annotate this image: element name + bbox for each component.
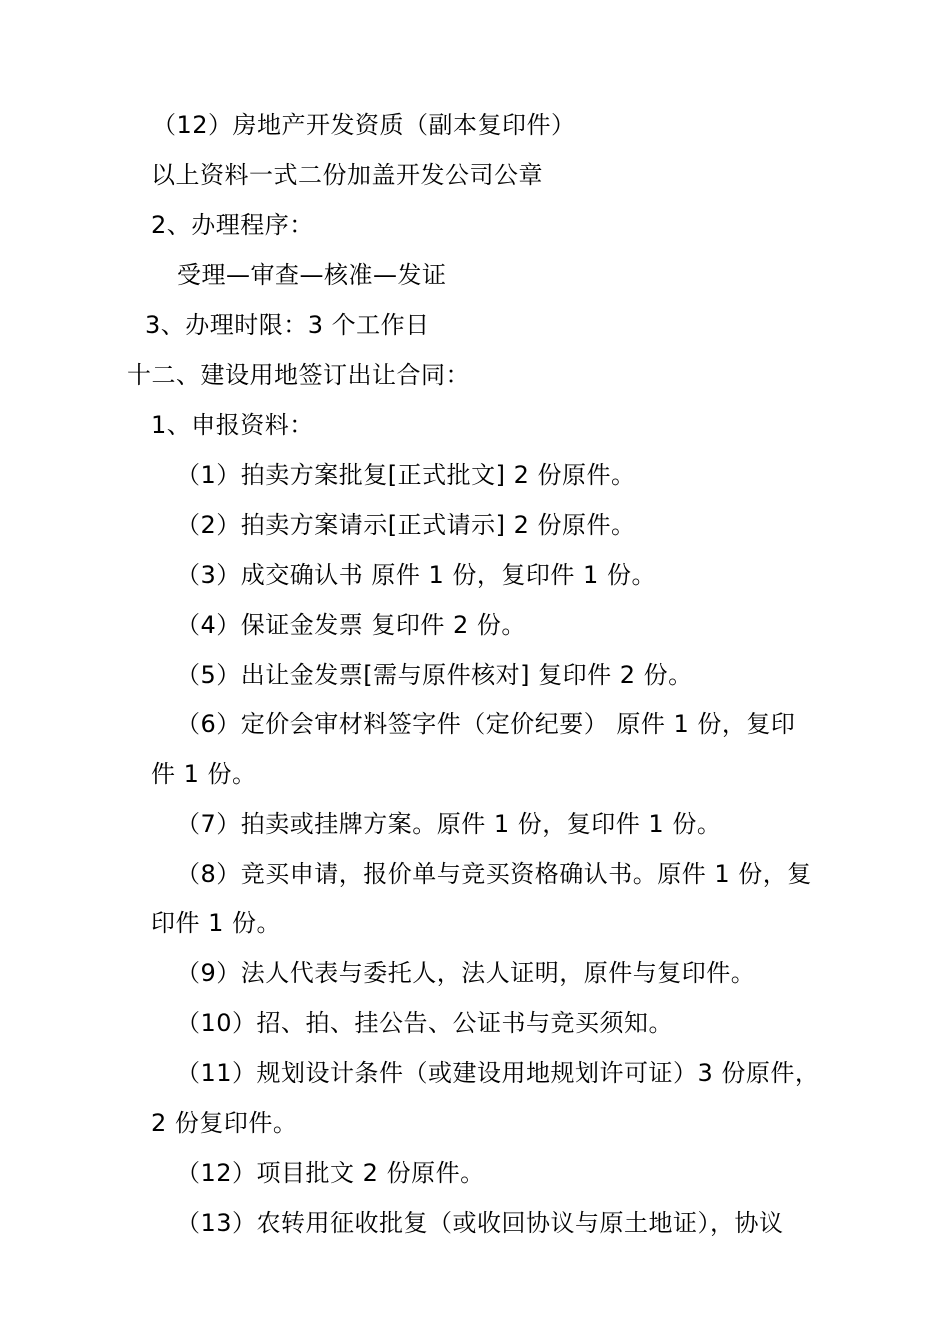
list-item-11-continued: 2 份复印件。: [151, 1109, 298, 1137]
list-item-5: （5）出让金发票[需与原件核对] 复印件 2 份。: [176, 661, 693, 689]
list-item-2: （2）拍卖方案请示[正式请示] 2 份原件。: [176, 511, 636, 539]
list-item-12: （12）项目批文 2 份原件。: [176, 1159, 485, 1187]
time-limit: 3、办理时限：3 个工作日: [145, 311, 430, 339]
procedure-heading: 2、办理程序：: [151, 211, 314, 239]
list-item-7: （7）拍卖或挂牌方案。原件 1 份，复印件 1 份。: [176, 810, 722, 838]
list-item-1: （1）拍卖方案批复[正式批文] 2 份原件。: [176, 461, 636, 489]
application-materials-heading: 1、申报资料：: [151, 411, 314, 439]
list-item-8: （8）竞买申请，报价单与竞买资格确认书。原件 1 份，复: [176, 860, 812, 888]
list-item-13: （13）农转用征收批复（或收回协议与原土地证），协议: [176, 1209, 784, 1237]
list-item-10: （10）招、拍、挂公告、公证书与竞买须知。: [176, 1009, 674, 1037]
procedure-steps: 受理—审查—核准—发证: [177, 261, 447, 289]
list-item-6-continued: 件 1 份。: [151, 760, 257, 788]
list-item-4: （4）保证金发票 复印件 2 份。: [176, 611, 526, 639]
section-12-heading: 十二、建设用地签订出让合同：: [127, 361, 470, 389]
list-item-3: （3）成交确认书 原件 1 份，复印件 1 份。: [176, 561, 656, 589]
materials-note: 以上资料一式二份加盖开发公司公章: [151, 161, 543, 189]
list-item-8-continued: 印件 1 份。: [151, 909, 282, 937]
list-item-9: （9）法人代表与委托人，法人证明，原件与复印件。: [176, 959, 756, 987]
item-12-development-qualification: （12）房地产开发资质（副本复印件）: [152, 111, 576, 139]
list-item-11: （11）规划设计条件（或建设用地规划许可证）3 份原件，: [176, 1059, 820, 1087]
list-item-6: （6）定价会审材料签字件（定价纪要） 原件 1 份，复印: [176, 710, 796, 738]
